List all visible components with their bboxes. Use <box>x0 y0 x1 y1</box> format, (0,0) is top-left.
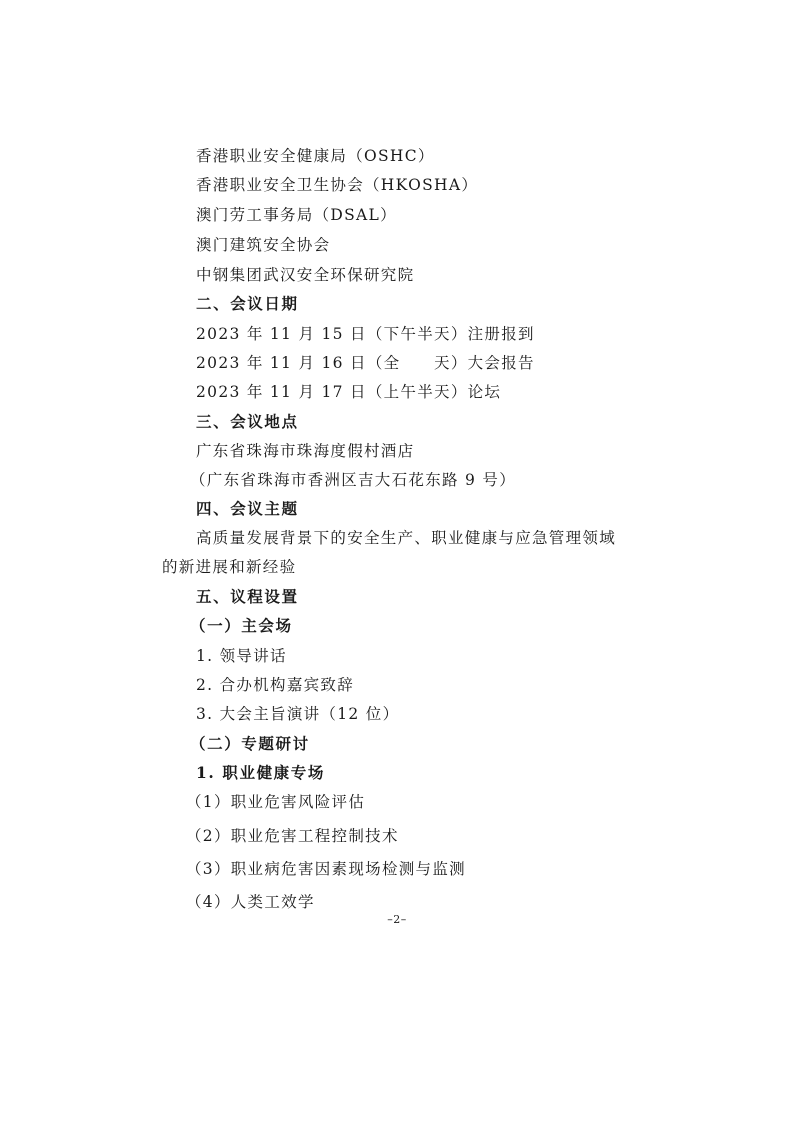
org-hkosha: 香港职业安全卫生协会（HKOSHA） <box>196 176 479 194</box>
theme-line-1: 高质量发展背景下的安全生产、职业健康与应急管理领域 <box>196 529 617 547</box>
org-sinosteel-wuhan: 中钢集团武汉安全环保研究院 <box>196 266 415 284</box>
org-dsal: 澳门劳工事务局（DSAL） <box>196 206 397 224</box>
main-venue-heading: （一）主会场 <box>190 616 293 635</box>
location-address: （广东省珠海市香洲区吉大石花东路 9 号） <box>190 471 517 489</box>
agenda-heading: 五、议程设置 <box>196 587 299 606</box>
date-item-3: 2023 年 11 月 17 日（上午半天）论坛 <box>196 383 502 401</box>
track-item-3: （3）职业病危害因素现场检测与监测 <box>186 860 466 878</box>
org-macau-construction: 澳门建筑安全协会 <box>196 236 331 254</box>
track-item-1: （1）职业危害风险评估 <box>186 793 366 811</box>
track-item-4: （4）人类工效学 <box>186 893 315 911</box>
theme-heading: 四、会议主题 <box>196 499 299 518</box>
main-item-3: 3. 大会主旨演讲（12 位） <box>196 705 400 723</box>
main-item-2: 2. 合办机构嘉宾致辞 <box>196 676 355 694</box>
date-item-1: 2023 年 11 月 15 日（下午半天）注册报到 <box>196 325 535 343</box>
special-session-heading: （二）专题研讨 <box>190 734 310 753</box>
date-item-2: 2023 年 11 月 16 日（全 天）大会报告 <box>196 354 535 372</box>
dates-heading: 二、会议日期 <box>196 294 299 313</box>
location-name: 广东省珠海市珠海度假村酒店 <box>196 442 415 460</box>
org-oshc: 香港职业安全健康局（OSHC） <box>196 147 435 165</box>
theme-line-2: 的新进展和新经验 <box>162 558 297 576</box>
occupational-health-track-heading: 1. 职业健康专场 <box>196 763 325 782</box>
page-number: –2– <box>387 913 407 926</box>
track-item-2: （2）职业危害工程控制技术 <box>186 827 399 845</box>
main-item-1: 1. 领导讲话 <box>196 647 287 665</box>
location-heading: 三、会议地点 <box>196 412 299 431</box>
